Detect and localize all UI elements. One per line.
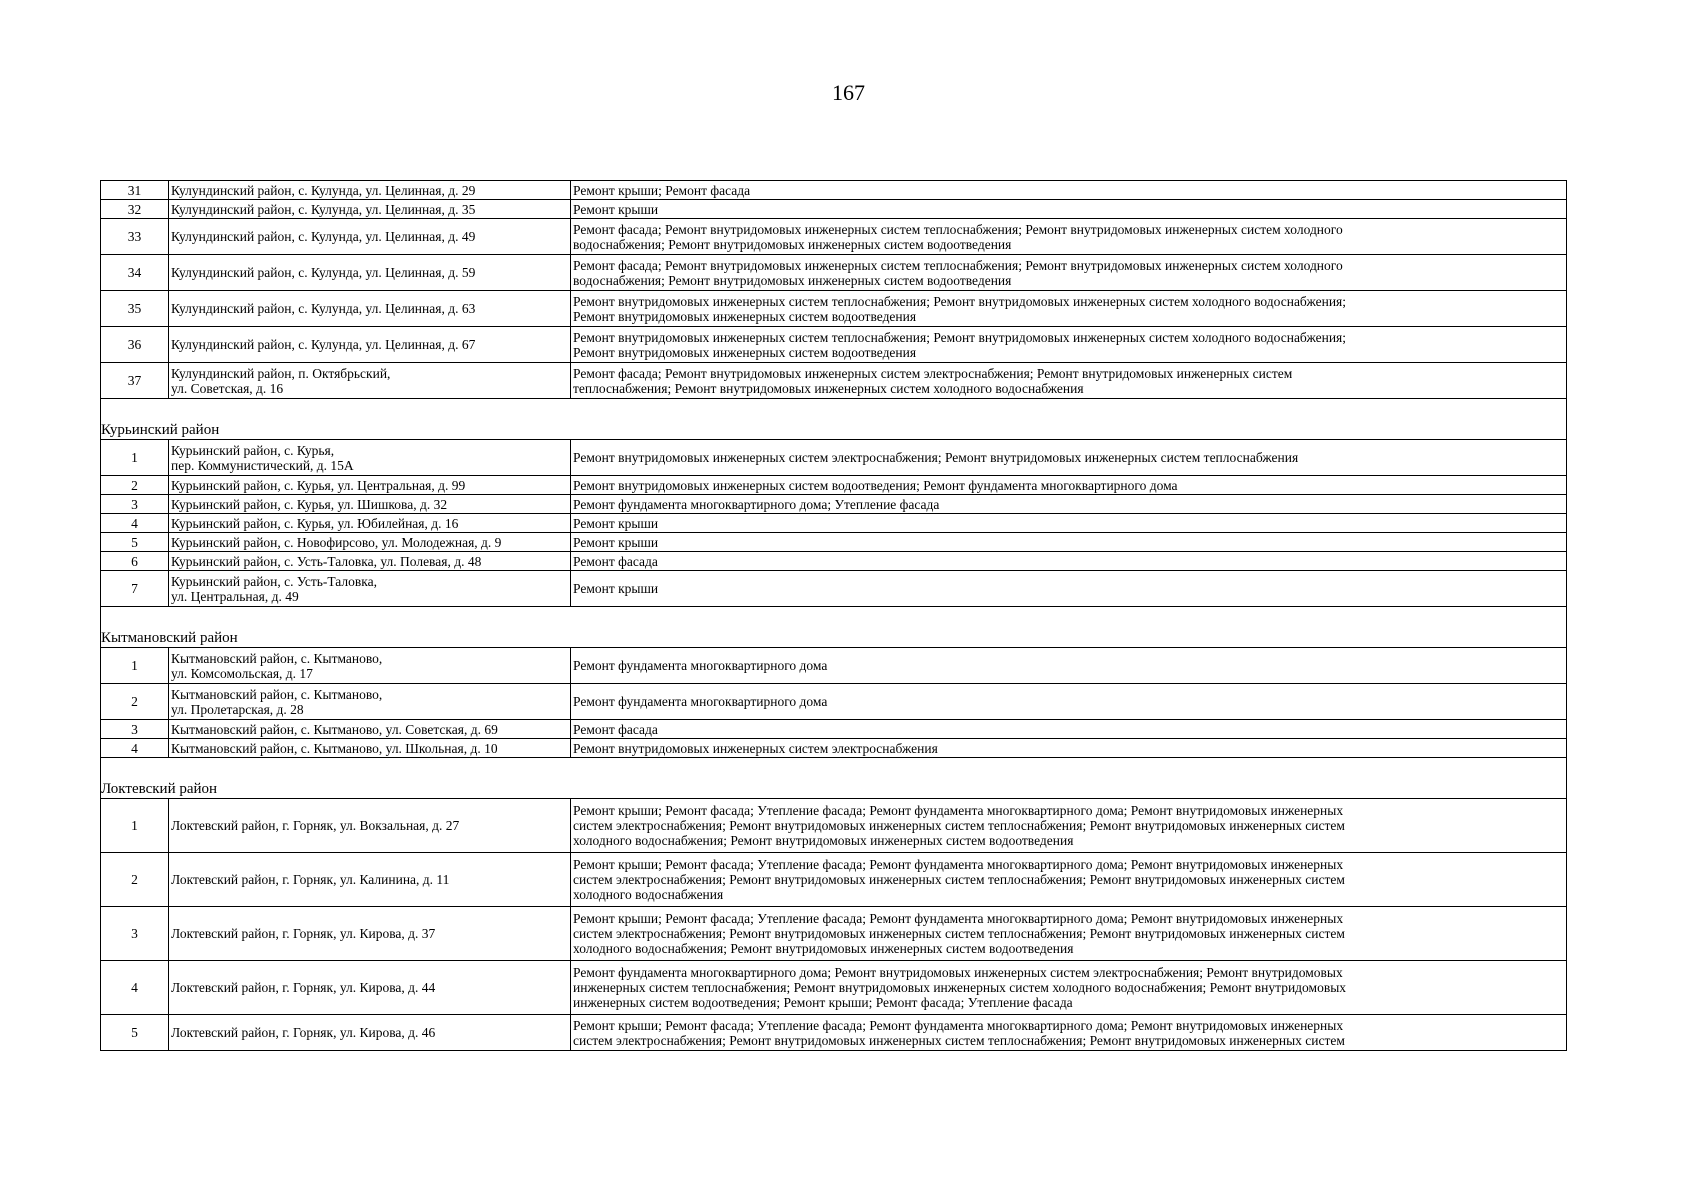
works-line: Ремонт фундамента многоквартирного дома; Утепление фасада [573,496,940,512]
table-row [101,219,1567,255]
works-line: систем электроснабжения; Ремонт внутридомовых инженерных систем теплоснабжения; Ремонт внутридомовых инженерных систем [573,818,1345,833]
works-line: водоснабжения; Ремонт внутридомовых инженерных систем водоотведения [573,236,1012,252]
works-cell [571,363,1567,399]
table-row [101,533,1567,552]
works-cell [571,476,1567,495]
works-line: Ремонт крыши [573,534,659,550]
works-cell [571,961,1567,1015]
works-line: Ремонт фундамента многоквартирного дома [573,658,828,673]
works-cell [571,327,1567,363]
address-line: Локтевский район, г. Горняк, ул. Кирова, д. 44 [171,980,436,995]
address-cell [169,327,571,363]
address-line: Курьинский район, с. Курья, ул. Центральная, д. 99 [171,477,466,493]
works-line: Ремонт крыши; Ремонт фасада; Утепление фасада; Ремонт фундамента многоквартирного дома; Ремонт внутридомовых инженерных [573,803,1344,818]
address-cell [169,1015,571,1051]
works-line: систем электроснабжения; Ремонт внутридомовых инженерных систем теплоснабжения; Ремонт внутридомовых инженерных систем [573,872,1345,887]
table-row [101,363,1567,399]
address-line: Локтевский район, г. Горняк, ул. Кирова, д. 46 [171,1025,436,1040]
address-cell [169,476,571,495]
address-line: Кытмановский район, с. Кытманово, ул. Школьная, д. 10 [171,740,498,756]
works-line: холодного водоснабжения; Ремонт внутридомовых инженерных систем водоотведения [573,833,1074,848]
row-number: 37 [101,363,169,399]
address-cell [169,495,571,514]
address-line: Курьинский район, с. Курья, [171,442,335,458]
address-line: Курьинский район, с. Усть-Таловка, ул. Полевая, д. 48 [171,553,482,569]
district-heading: Локтевский район [101,782,1567,799]
works-cell [571,533,1567,552]
address-line: Курьинский район, с. Усть-Таловка, [171,573,377,589]
row-number: 4 [101,514,169,533]
works-line: Ремонт внутридомовых инженерных систем теплоснабжения; Ремонт внутридомовых инженерных систем холодного водоснабжения; [573,329,1347,345]
district-heading: Кытмановский район [101,631,1567,648]
row-number: 1 [101,440,169,476]
row-number: 5 [101,1015,169,1051]
address-line: ул. Комсомольская, д. 17 [171,665,313,681]
table-row [101,495,1567,514]
address-line: ул. Советская, д. 16 [171,380,284,396]
works-line: систем электроснабжения; Ремонт внутридомовых инженерных систем теплоснабжения; Ремонт внутридомовых инженерных систем [573,1032,1345,1048]
row-number: 2 [101,853,169,907]
row-number: 35 [101,291,169,327]
row-number: 2 [101,684,169,720]
works-cell [571,1015,1567,1051]
district-heading: Курьинский район [101,423,1567,440]
row-number: 36 [101,327,169,363]
table-row [101,552,1567,571]
row-number: 4 [101,961,169,1015]
address-cell [169,219,571,255]
works-line: Ремонт внутридомовых инженерных систем водоотведения; Ремонт фундамента многоквартирного дома [573,477,1178,493]
table-row [101,720,1567,739]
address-cell [169,961,571,1015]
address-cell [169,853,571,907]
address-line: Кулундинский район, с. Кулунда, ул. Целинная, д. 49 [171,229,476,244]
works-cell [571,552,1567,571]
address-cell [169,255,571,291]
address-cell [169,181,571,200]
works-cell [571,219,1567,255]
works-line: Ремонт крыши; Ремонт фасада [573,182,751,198]
works-line: Ремонт фасада; Ремонт внутридомовых инженерных систем теплоснабжения; Ремонт внутридомовых инженерных систем холодного [573,257,1343,273]
table-row [101,739,1567,758]
address-cell [169,514,571,533]
row-number: 2 [101,476,169,495]
address-line: Кулундинский район, с. Кулунда, ул. Целинная, д. 63 [171,301,476,316]
works-cell [571,495,1567,514]
gap-cell [101,758,1567,783]
works-cell [571,853,1567,907]
address-line: Локтевский район, г. Горняк, ул. Кирова, д. 37 [171,926,436,941]
works-line: Ремонт крыши; Ремонт фасада; Утепление фасада; Ремонт фундамента многоквартирного дома; Ремонт внутридомовых инженерных [573,1017,1344,1033]
works-line: холодного водоснабжения [573,887,724,902]
works-line: Ремонт фасада; Ремонт внутридомовых инженерных систем электроснабжения; Ремонт внутридомовых инженерных систем [573,365,1293,381]
district-heading-row [101,423,1567,440]
row-number: 3 [101,495,169,514]
page-number: 167 [832,80,865,105]
address-line: Курьинский район, с. Новофирсово, ул. Молодежная, д. 9 [171,534,502,550]
row-number: 34 [101,255,169,291]
address-line: пер. Коммунистический, д. 15А [171,457,354,473]
row-number: 33 [101,219,169,255]
works-line: систем электроснабжения; Ремонт внутридомовых инженерных систем теплоснабжения; Ремонт внутридомовых инженерных систем [573,926,1345,941]
row-number: 6 [101,552,169,571]
works-line: Ремонт внутридомовых инженерных систем теплоснабжения; Ремонт внутридомовых инженерных систем холодного водоснабжения; [573,293,1347,309]
works-cell [571,440,1567,476]
address-line: ул. Пролетарская, д. 28 [171,701,304,717]
works-line: Ремонт фасада [573,721,658,737]
address-line: Кулундинский район, с. Кулунда, ул. Целинная, д. 29 [171,182,476,198]
table-row [101,514,1567,533]
section-gap [101,399,1567,424]
address-line: Кытмановский район, с. Кытманово, ул. Советская, д. 69 [171,721,498,737]
works-line: Ремонт фундамента многоквартирного дома; Ремонт внутридомовых инженерных систем электроснабжения; Ремонт внутридомовых [573,965,1343,980]
address-line: Кытмановский район, с. Кытманово, [171,650,383,666]
row-number: 5 [101,533,169,552]
row-number: 31 [101,181,169,200]
address-cell [169,571,571,607]
table-row [101,181,1567,200]
row-number: 32 [101,200,169,219]
works-line: инженерных систем теплоснабжения; Ремонт внутридомовых инженерных систем холодного водоснабжения; Ремонт внутридомовых [573,980,1347,995]
table-row [101,255,1567,291]
district-heading-row [101,782,1567,799]
section-gap [101,758,1567,783]
table-row [101,200,1567,219]
works-line: Ремонт фасада [573,553,658,569]
address-line: ул. Центральная, д. 49 [171,588,299,604]
works-line: Ремонт крыши [573,515,659,531]
gap-cell [101,399,1567,424]
works-cell [571,514,1567,533]
row-number: 4 [101,739,169,758]
address-line: Локтевский район, г. Горняк, ул. Вокзальная, д. 27 [171,818,460,833]
address-cell [169,907,571,961]
works-cell [571,648,1567,684]
works-line: Ремонт фундамента многоквартирного дома [573,694,828,709]
address-cell [169,440,571,476]
address-line: Кулундинский район, с. Кулунда, ул. Целинная, д. 35 [171,201,476,217]
address-cell [169,533,571,552]
works-line: Ремонт крыши; Ремонт фасада; Утепление фасада; Ремонт фундамента многоквартирного дома; Ремонт внутридомовых инженерных [573,857,1344,872]
works-cell [571,181,1567,200]
works-cell [571,684,1567,720]
works-cell [571,739,1567,758]
table-row [101,853,1567,907]
table-row [101,571,1567,607]
works-cell [571,720,1567,739]
table-row [101,327,1567,363]
table-row [101,648,1567,684]
address-cell [169,684,571,720]
table-row [101,907,1567,961]
address-cell [169,720,571,739]
works-line: Ремонт внутридомовых инженерных систем электроснабжения [573,740,938,756]
row-number: 3 [101,907,169,961]
works-line: Ремонт внутридомовых инженерных систем водоотведения [573,308,917,324]
works-line: теплоснабжения; Ремонт внутридомовых инженерных систем холодного водоснабжения [573,380,1084,396]
address-line: Локтевский район, г. Горняк, ул. Калинина, д. 11 [171,872,450,887]
address-line: Кулундинский район, п. Октябрьский, [171,365,391,381]
address-line: Кулундинский район, с. Кулунда, ул. Целинная, д. 67 [171,337,476,352]
address-line: Курьинский район, с. Курья, ул. Юбилейная, д. 16 [171,515,459,531]
address-cell [169,363,571,399]
address-cell [169,799,571,853]
table-row [101,440,1567,476]
table-row [101,799,1567,853]
works-cell [571,907,1567,961]
works-line: холодного водоснабжения; Ремонт внутридомовых инженерных систем водоотведения [573,941,1074,956]
works-cell [571,200,1567,219]
address-line: Курьинский район, с. Курья, ул. Шишкова, д. 32 [171,496,448,512]
works-cell [571,571,1567,607]
table-row [101,684,1567,720]
works-line: Ремонт внутридомовых инженерных систем водоотведения [573,344,917,360]
section-gap [101,607,1567,632]
table-row [101,1015,1567,1051]
table-row [101,476,1567,495]
address-cell [169,552,571,571]
address-line: Кулундинский район, с. Кулунда, ул. Целинная, д. 59 [171,265,476,280]
works-cell [571,799,1567,853]
address-line: Кытмановский район, с. Кытманово, [171,686,383,702]
works-line: Ремонт крыши; Ремонт фасада; Утепление фасада; Ремонт фундамента многоквартирного дома; Ремонт внутридомовых инженерных [573,911,1344,926]
address-cell [169,291,571,327]
row-number: 1 [101,648,169,684]
address-cell [169,200,571,219]
row-number: 7 [101,571,169,607]
works-line: Ремонт крыши [573,201,659,217]
address-cell [169,739,571,758]
row-number: 3 [101,720,169,739]
table-row [101,291,1567,327]
works-line: Ремонт крыши [573,581,659,596]
works-line: инженерных систем водоотведения; Ремонт крыши; Ремонт фасада; Утепление фасада [573,995,1073,1010]
repair-schedule-table [100,180,1567,1051]
gap-cell [101,607,1567,632]
address-cell [169,648,571,684]
district-heading-row [101,631,1567,648]
works-line: Ремонт фасада; Ремонт внутридомовых инженерных систем теплоснабжения; Ремонт внутридомовых инженерных систем холодного [573,221,1343,237]
row-number: 1 [101,799,169,853]
works-cell [571,255,1567,291]
works-line: водоснабжения; Ремонт внутридомовых инженерных систем водоотведения [573,272,1012,288]
table-row [101,961,1567,1015]
works-cell [571,291,1567,327]
works-line: Ремонт внутридомовых инженерных систем электроснабжения; Ремонт внутридомовых инженерных систем теплоснабжения [573,450,1299,465]
document-body [100,180,1567,1051]
